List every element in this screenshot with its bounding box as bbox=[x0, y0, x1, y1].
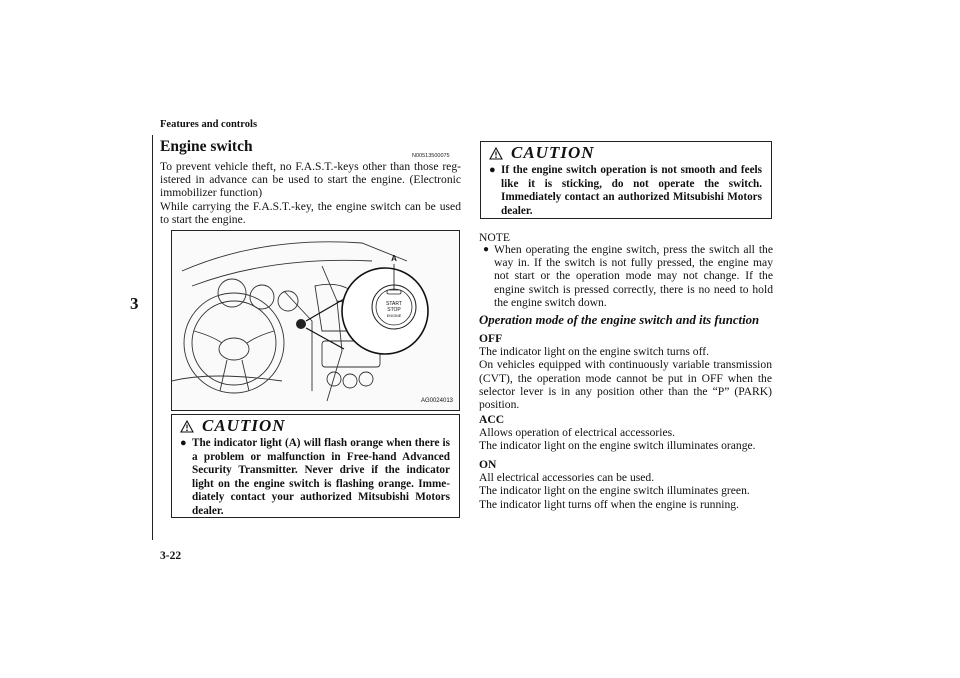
button-label-stop: STOP bbox=[387, 307, 401, 313]
mode-acc-line-1: Allows operation of electrical accessories. bbox=[479, 426, 676, 440]
button-label-engine: ENGINE bbox=[386, 314, 402, 318]
caution-text: The indicator light (A) will flash orange when there is a problem or malfunction in Free-hand Advanced Security Transmitter. Never drive if the indicator light on the engine switch is flashing orange. Imme-diately contact your authorized Mitsubishi Motors dealer. bbox=[192, 437, 450, 517]
caution-box-indicator bbox=[171, 414, 460, 518]
intro-paragraph-1: To prevent vehicle theft, no F.A.S.T.-keys other than those reg-istered in advance can be used to start the engine. (Electronic immobilizer function) bbox=[160, 160, 461, 200]
caution-title: CAUTION bbox=[511, 143, 595, 162]
intro-paragraph-2: While carrying the F.A.S.T.-key, the engine switch can be used to start the engine. bbox=[160, 199, 461, 226]
caution-item bbox=[172, 437, 459, 518]
caution-title: CAUTION bbox=[202, 416, 286, 435]
note-text: When operating the engine switch, press the switch all the way in. If the switch is not fully pressed, the engine may not start or the operation mode may not change. If the engine switch is pressed correctly, there is no need to hold the engine switch down. bbox=[494, 243, 773, 309]
mode-acc-line-2: The indicator light on the engine switch illuminates orange. bbox=[479, 439, 756, 453]
figure-id: AG0024013 bbox=[420, 398, 453, 404]
chapter-tab-number: 3 bbox=[130, 294, 139, 313]
mode-acc bbox=[479, 413, 772, 453]
mode-label-on: ON bbox=[479, 458, 497, 471]
mode-off-line-1: The indicator light on the engine switch turns off. bbox=[479, 345, 710, 359]
warning-triangle-icon bbox=[489, 147, 503, 160]
section-code: N00513500075 bbox=[412, 153, 450, 159]
note-item bbox=[483, 243, 773, 309]
page-number: 3-22 bbox=[160, 550, 182, 562]
mode-label-off: OFF bbox=[479, 332, 503, 345]
mode-off bbox=[479, 332, 772, 411]
note-label: NOTE bbox=[479, 231, 510, 244]
bullet-icon: ● bbox=[483, 244, 490, 255]
bullet-icon: ● bbox=[489, 164, 496, 176]
mode-on-line-3: The indicator light turns off when the engine is running. bbox=[479, 497, 739, 511]
dashboard-drawing bbox=[172, 231, 459, 410]
mode-on bbox=[479, 458, 772, 511]
chapter-side-rule bbox=[152, 135, 153, 540]
callout-letter: A bbox=[391, 254, 397, 263]
caution-item bbox=[481, 164, 771, 218]
caution-heading bbox=[481, 142, 771, 164]
mode-off-line-2: On vehicles equipped with continuously variable transmission (CVT), the operation mode cannot be put in OFF when the selector lever is in any position other than the “P” (PARK) position. bbox=[479, 358, 772, 412]
section-header: Features and controls bbox=[160, 119, 258, 130]
caution-text: If the engine switch operation is not smooth and feels like it is sticking, do not operate the switch. Immediately contact an authorized Mitsubishi Motors dealer. bbox=[501, 164, 762, 217]
intro-text bbox=[160, 160, 461, 226]
mode-label-acc: ACC bbox=[479, 413, 505, 426]
mode-on-line-2: The indicator light on the engine switch illuminates green. bbox=[479, 484, 750, 498]
subsection-title: Operation mode of the engine switch and its function bbox=[479, 313, 760, 327]
button-label-start: START bbox=[386, 301, 402, 307]
bullet-icon: ● bbox=[180, 437, 187, 449]
caution-box-sticking bbox=[480, 141, 772, 219]
caution-heading bbox=[172, 415, 459, 437]
dashboard-illustration bbox=[171, 230, 460, 411]
mode-on-line-1: All electrical accessories can be used. bbox=[479, 471, 655, 485]
warning-triangle-icon bbox=[180, 420, 194, 433]
page-title: Engine switch bbox=[160, 138, 253, 155]
